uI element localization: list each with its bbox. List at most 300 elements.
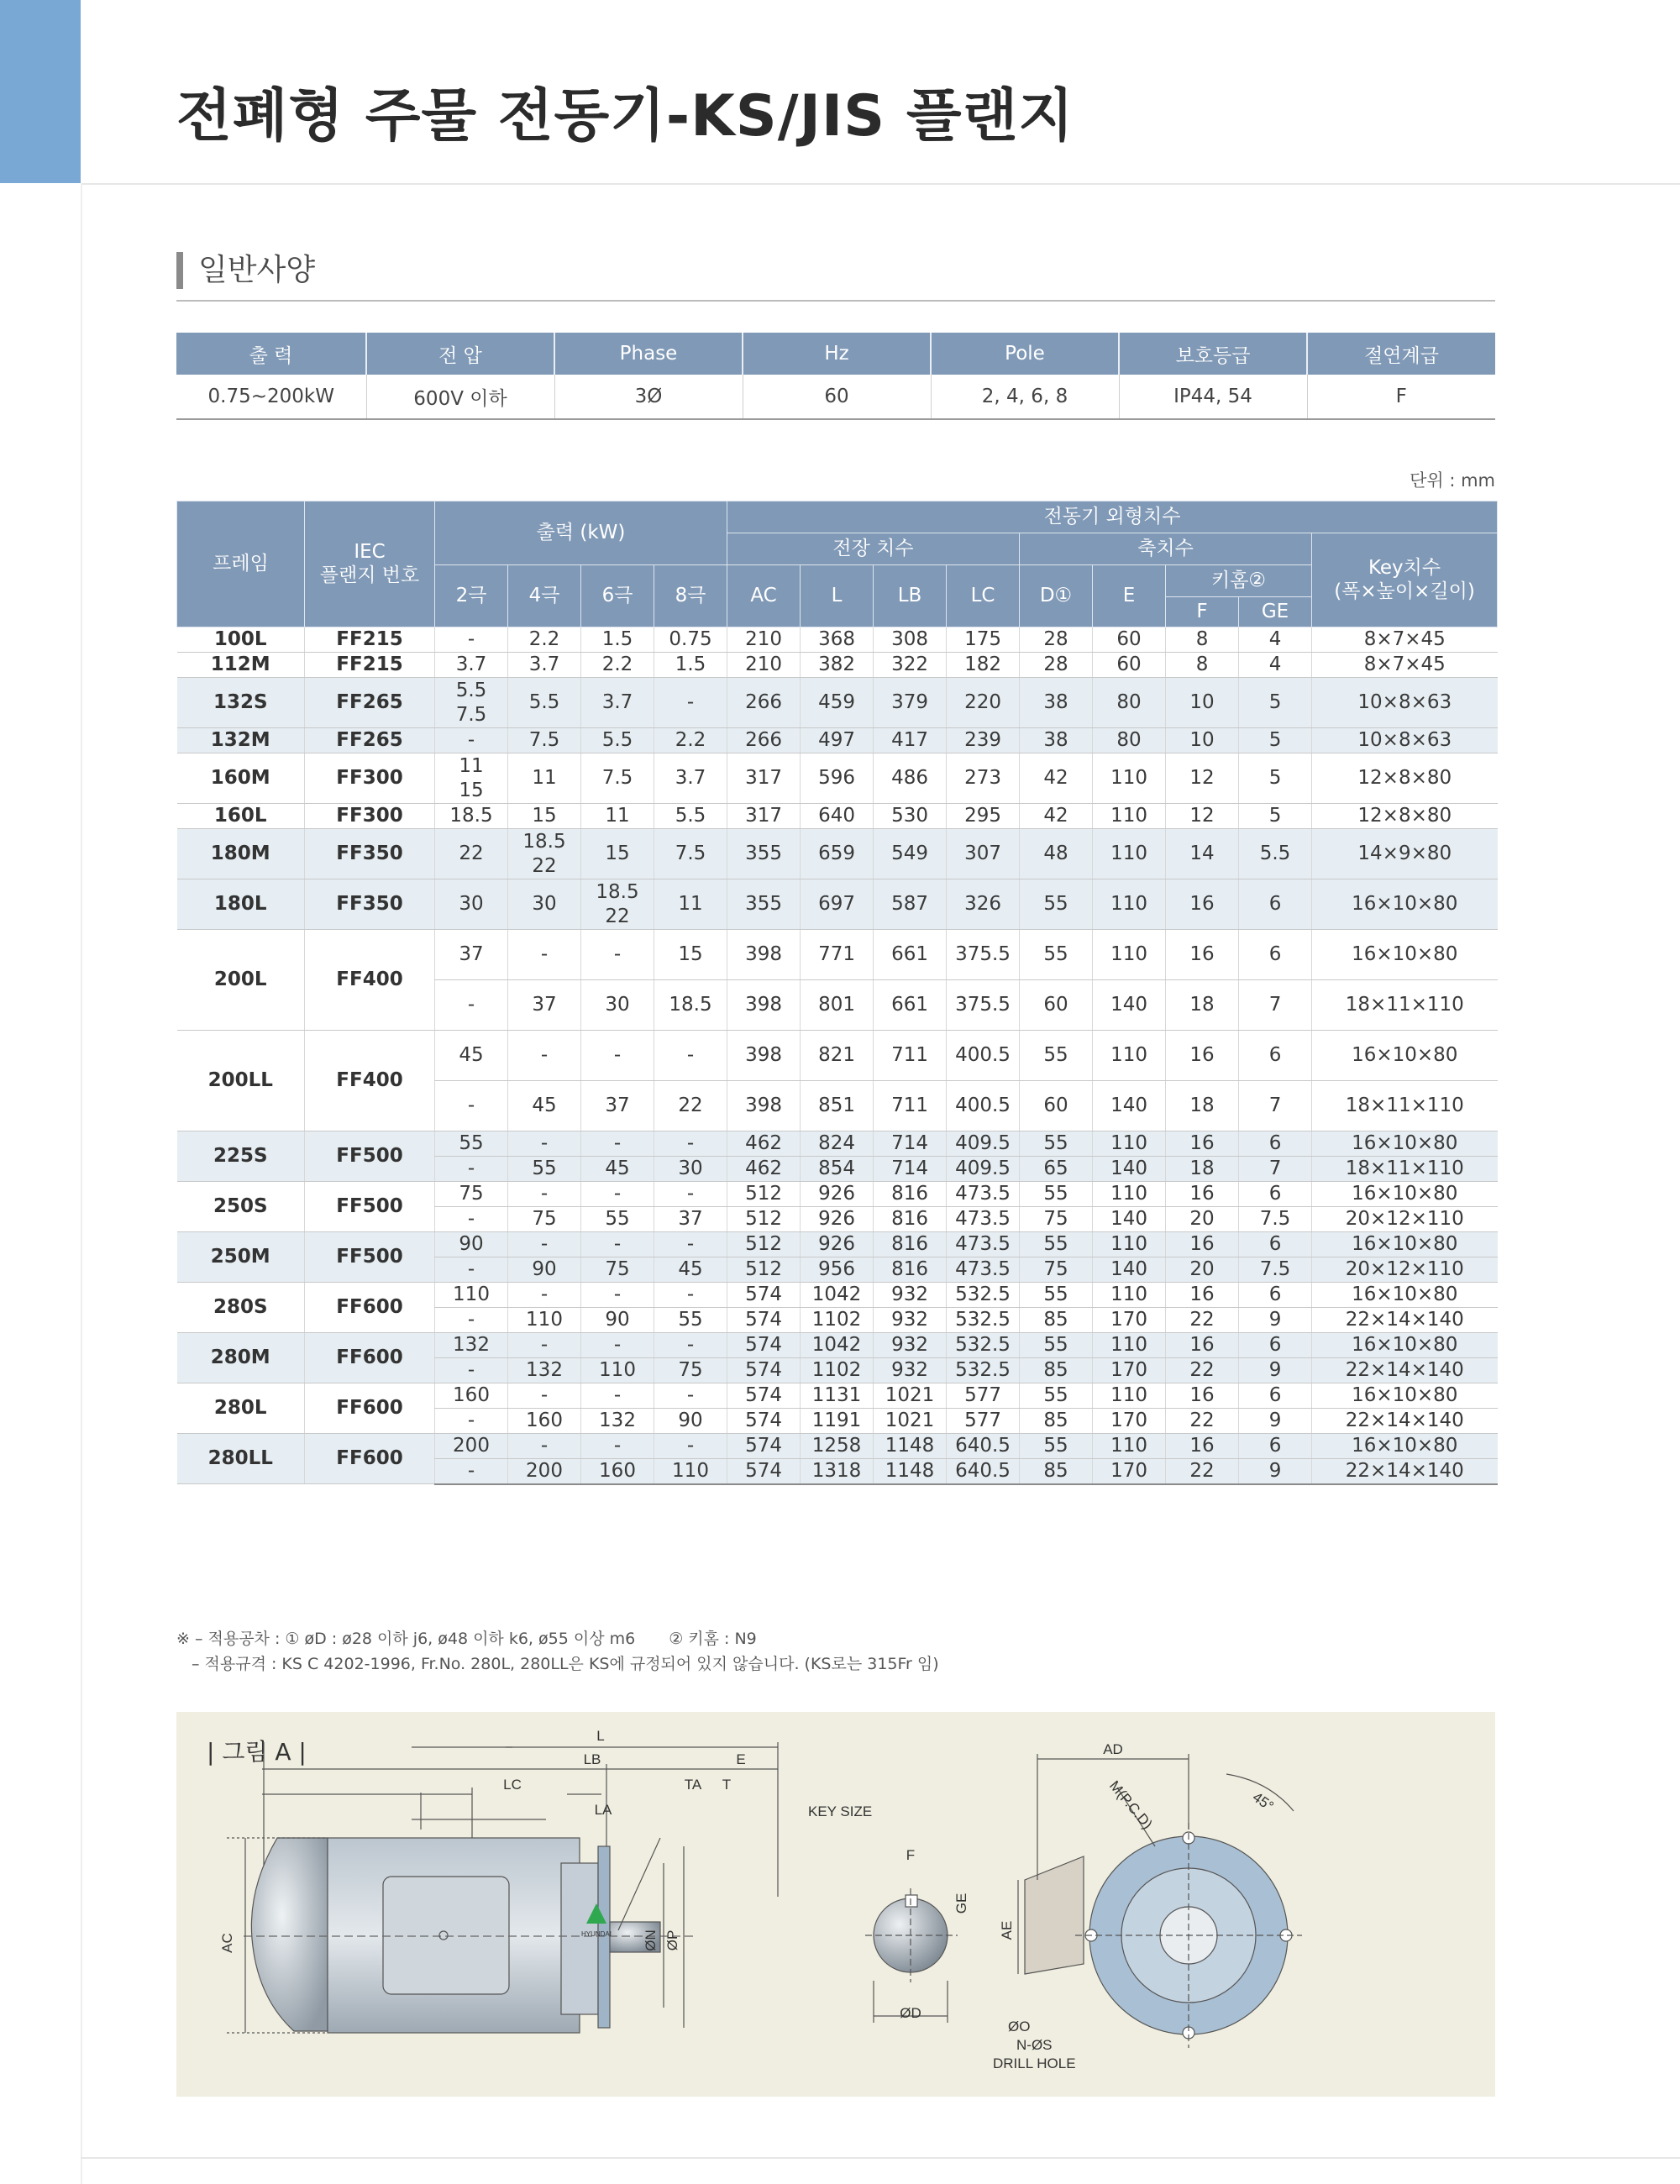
cell-p6: 2.2	[581, 653, 654, 678]
header-overall: 전장 치수	[727, 533, 1020, 565]
cell-f: 16	[1166, 1434, 1239, 1459]
cell-key: 20×12×110	[1312, 1257, 1498, 1283]
frame-cell: 160L	[177, 804, 305, 829]
dim-ad: AD	[1103, 1741, 1123, 1757]
cell-f: 18	[1166, 1081, 1239, 1131]
cell-ge: 6	[1239, 1131, 1312, 1157]
note-standard: – 적용규격 : KS C 4202-1996, Fr.No. 280L, 280LL은 KS에 규정되어 있지 않습니다. (KS로는 315Fr 임)	[192, 1655, 939, 1673]
cell-l: 824	[801, 1131, 874, 1157]
cell-p2: 45	[435, 1031, 508, 1081]
cell-f: 22	[1166, 1409, 1239, 1434]
cell-lb: 714	[874, 1157, 947, 1182]
cell-ac: 398	[727, 1081, 801, 1131]
cell-key: 22×14×140	[1312, 1459, 1498, 1484]
cell-lc: 473.5	[947, 1182, 1020, 1207]
cell-key: 18×11×110	[1312, 1157, 1498, 1182]
cell-ac: 266	[727, 678, 801, 728]
frame-cell: 200L	[177, 930, 305, 1031]
cell-l: 1102	[801, 1358, 874, 1383]
table-row	[177, 1333, 1498, 1358]
cell-lc: 640.5	[947, 1459, 1020, 1484]
header-l: L	[801, 565, 874, 627]
table-row	[177, 1131, 1498, 1157]
cell-e: 110	[1093, 1232, 1166, 1257]
header-iec-line1: IEC	[354, 540, 386, 563]
shaft-section-view	[865, 1888, 958, 2023]
dim-key-size: KEY SIZE	[808, 1803, 873, 1819]
cell-e: 110	[1093, 1434, 1166, 1459]
header-iec	[305, 501, 435, 627]
dim-oo: ØO	[1008, 2019, 1031, 2034]
cell-d: 38	[1020, 678, 1093, 728]
cell-key: 18×11×110	[1312, 980, 1498, 1031]
cell-p8: 37	[654, 1207, 727, 1232]
cell-ge: 6	[1239, 1182, 1312, 1207]
cell-e: 110	[1093, 829, 1166, 879]
cell-e: 140	[1093, 1207, 1166, 1232]
cell-d: 60	[1020, 980, 1093, 1031]
cell-ac: 574	[727, 1333, 801, 1358]
cell-lc: 400.5	[947, 1081, 1020, 1131]
cell-l: 801	[801, 980, 874, 1031]
header-lc: LC	[947, 565, 1020, 627]
dim-e: E	[736, 1751, 746, 1767]
cell-lb: 816	[874, 1182, 947, 1207]
header-key	[1312, 533, 1498, 627]
cell-ge: 6	[1239, 1283, 1312, 1308]
cell-ge: 7.5	[1239, 1257, 1312, 1283]
cell-ac: 210	[727, 627, 801, 653]
cell-lc: 175	[947, 627, 1020, 653]
iec-cell: FF215	[305, 653, 435, 678]
table-row	[177, 728, 1498, 753]
cell-l: 851	[801, 1081, 874, 1131]
cell-l: 382	[801, 653, 874, 678]
cell-p2: -	[435, 1308, 508, 1333]
cell-lc: 375.5	[947, 930, 1020, 980]
cell-ge: 9	[1239, 1308, 1312, 1333]
iec-cell: FF265	[305, 678, 435, 728]
frame-cell: 112M	[177, 653, 305, 678]
cell-key: 16×10×80	[1312, 1383, 1498, 1409]
cell-lb: 1021	[874, 1383, 947, 1409]
cell-ge: 4	[1239, 653, 1312, 678]
cell-ge: 4	[1239, 627, 1312, 653]
cell-ge: 9	[1239, 1358, 1312, 1383]
frame-cell: 280L	[177, 1383, 305, 1434]
iec-cell: FF350	[305, 879, 435, 930]
cell-f: 20	[1166, 1257, 1239, 1283]
frame-cell: 160M	[177, 753, 305, 804]
cell-d: 75	[1020, 1207, 1093, 1232]
cell-p6: 55	[581, 1207, 654, 1232]
cell-lc: 577	[947, 1409, 1020, 1434]
cell-lc: 400.5	[947, 1031, 1020, 1081]
note-tolerance: ※ – 적용공차 : ① øD : ø28 이하 j6, ø48 이하 k6, ø55 이상 m6	[176, 1630, 636, 1648]
cell-d: 55	[1020, 1182, 1093, 1207]
cell-d: 85	[1020, 1358, 1093, 1383]
cell-key: 16×10×80	[1312, 1333, 1498, 1358]
cell-lc: 640.5	[947, 1434, 1020, 1459]
cell-p4: 55	[508, 1157, 581, 1182]
cell-p4: 110	[508, 1308, 581, 1333]
cell-l: 1042	[801, 1333, 874, 1358]
cell-p2: 200	[435, 1434, 508, 1459]
spec-value: F	[1307, 375, 1495, 419]
cell-p8: -	[654, 678, 727, 728]
cell-p4: -	[508, 1131, 581, 1157]
spec-header: Pole	[931, 333, 1119, 375]
dimension-table-body	[177, 627, 1498, 1484]
cell-d: 75	[1020, 1257, 1093, 1283]
cell-ge: 5	[1239, 678, 1312, 728]
cell-p8: 5.5	[654, 804, 727, 829]
cell-ac: 266	[727, 728, 801, 753]
cell-p4: 160	[508, 1409, 581, 1434]
cell-f: 16	[1166, 1232, 1239, 1257]
cell-p8: -	[654, 1434, 727, 1459]
cell-p2: 37	[435, 930, 508, 980]
cell-f: 16	[1166, 1383, 1239, 1409]
cell-d: 55	[1020, 1383, 1093, 1409]
header-ac: AC	[727, 565, 801, 627]
cell-p8: 22	[654, 1081, 727, 1131]
cell-ac: 512	[727, 1207, 801, 1232]
cell-p8: -	[654, 1031, 727, 1081]
cell-p6: 1.5	[581, 627, 654, 653]
cell-ac: 398	[727, 1031, 801, 1081]
cell-l: 659	[801, 829, 874, 879]
cell-ac: 398	[727, 930, 801, 980]
cell-key: 10×8×63	[1312, 728, 1498, 753]
cell-key: 16×10×80	[1312, 1434, 1498, 1459]
cell-ge: 6	[1239, 1383, 1312, 1409]
cell-lc: 577	[947, 1383, 1020, 1409]
dim-m-pcd: M(P.C.D)	[1105, 1777, 1156, 1833]
cell-p6: 18.5 22	[581, 879, 654, 930]
cell-ge: 6	[1239, 930, 1312, 980]
cell-e: 80	[1093, 728, 1166, 753]
cell-ge: 7	[1239, 1081, 1312, 1131]
dim-lc: LC	[503, 1777, 522, 1793]
header-f: F	[1166, 597, 1239, 627]
spec-header: Phase	[554, 333, 743, 375]
dim-lb: LB	[583, 1751, 601, 1767]
cell-p2: 160	[435, 1383, 508, 1409]
cell-ac: 512	[727, 1182, 801, 1207]
spec-value: 3Ø	[554, 375, 743, 419]
page-footer-line	[81, 2157, 1680, 2159]
cell-lc: 409.5	[947, 1131, 1020, 1157]
cell-lb: 932	[874, 1283, 947, 1308]
cell-l: 821	[801, 1031, 874, 1081]
header-key-line1: Key치수	[1368, 556, 1441, 579]
cell-key: 8×7×45	[1312, 653, 1498, 678]
cell-p4: -	[508, 1283, 581, 1308]
note-keyway: ② 키홈 : N9	[669, 1630, 757, 1648]
cell-l: 956	[801, 1257, 874, 1283]
cell-ge: 6	[1239, 1232, 1312, 1257]
cell-p6: -	[581, 1434, 654, 1459]
dim-ac: AC	[219, 1933, 235, 1953]
cell-lc: 220	[947, 678, 1020, 728]
cell-e: 110	[1093, 879, 1166, 930]
cell-d: 55	[1020, 1131, 1093, 1157]
iec-cell: FF500	[305, 1182, 435, 1232]
cell-p6: -	[581, 1333, 654, 1358]
cell-lb: 932	[874, 1308, 947, 1333]
cell-ac: 574	[727, 1358, 801, 1383]
cell-p8: -	[654, 1283, 727, 1308]
cell-p4: -	[508, 1182, 581, 1207]
cell-p2: -	[435, 1459, 508, 1484]
cell-lb: 714	[874, 1131, 947, 1157]
cell-p4: 2.2	[508, 627, 581, 653]
cell-p6: 15	[581, 829, 654, 879]
cell-p6: 132	[581, 1409, 654, 1434]
cell-p6: 45	[581, 1157, 654, 1182]
cell-p4: 11	[508, 753, 581, 804]
cell-l: 640	[801, 804, 874, 829]
cell-lb: 549	[874, 829, 947, 879]
table-row	[177, 753, 1498, 804]
header-pole8: 8극	[654, 565, 727, 627]
cell-p6: -	[581, 1232, 654, 1257]
iec-cell: FF600	[305, 1434, 435, 1484]
cell-key: 20×12×110	[1312, 1207, 1498, 1232]
cell-p2: -	[435, 1081, 508, 1131]
cell-e: 110	[1093, 1131, 1166, 1157]
cell-l: 771	[801, 930, 874, 980]
cell-p4: 3.7	[508, 653, 581, 678]
cell-lb: 711	[874, 1031, 947, 1081]
cell-lb: 530	[874, 804, 947, 829]
iec-cell: FF400	[305, 1031, 435, 1131]
cell-p8: -	[654, 1383, 727, 1409]
cell-p2: -	[435, 1257, 508, 1283]
brand-text: HYUNDAI	[580, 1930, 612, 1938]
cell-e: 140	[1093, 980, 1166, 1031]
cell-d: 28	[1020, 627, 1093, 653]
cell-d: 55	[1020, 1434, 1093, 1459]
cell-p4: 37	[508, 980, 581, 1031]
cell-ge: 7.5	[1239, 1207, 1312, 1232]
cell-f: 18	[1166, 1157, 1239, 1182]
page-accent-block	[0, 0, 81, 183]
frame-cell: 180M	[177, 829, 305, 879]
cell-ge: 5.5	[1239, 829, 1312, 879]
cell-p6: -	[581, 1283, 654, 1308]
iec-cell: FF500	[305, 1131, 435, 1182]
cell-d: 48	[1020, 829, 1093, 879]
cell-e: 140	[1093, 1257, 1166, 1283]
dim-la: LA	[594, 1802, 612, 1818]
cell-lb: 1148	[874, 1459, 947, 1484]
cell-lc: 409.5	[947, 1157, 1020, 1182]
frame-cell: 250M	[177, 1232, 305, 1283]
cell-p6: 75	[581, 1257, 654, 1283]
cell-lb: 932	[874, 1333, 947, 1358]
frame-cell: 180L	[177, 879, 305, 930]
cell-f: 14	[1166, 829, 1239, 879]
cell-p4: -	[508, 1333, 581, 1358]
cell-p8: 90	[654, 1409, 727, 1434]
figure-label: | 그림 A |	[207, 1738, 307, 1766]
header-frame: 프레임	[177, 501, 305, 627]
header-e: E	[1093, 565, 1166, 627]
cell-ge: 5	[1239, 804, 1312, 829]
cell-p2: -	[435, 1157, 508, 1182]
header-key-line2: (폭×높이×길이)	[1334, 580, 1475, 602]
cell-p8: 45	[654, 1257, 727, 1283]
cell-p6: 11	[581, 804, 654, 829]
cell-e: 170	[1093, 1308, 1166, 1333]
table-row	[177, 1182, 1498, 1207]
table-row	[177, 1383, 1498, 1409]
cell-f: 16	[1166, 930, 1239, 980]
cell-p8: 1.5	[654, 653, 727, 678]
page-title: 전폐형 주물 전동기-KS/JIS 플랜지	[176, 83, 1074, 150]
cell-p6: -	[581, 1031, 654, 1081]
cell-d: 65	[1020, 1157, 1093, 1182]
cell-p2: -	[435, 627, 508, 653]
iec-cell: FF215	[305, 627, 435, 653]
table-row	[177, 678, 1498, 728]
cell-key: 16×10×80	[1312, 930, 1498, 980]
cell-lc: 273	[947, 753, 1020, 804]
cell-ac: 462	[727, 1157, 801, 1182]
cell-ac: 574	[727, 1409, 801, 1434]
cell-key: 16×10×80	[1312, 879, 1498, 930]
cell-d: 55	[1020, 1283, 1093, 1308]
cell-l: 1042	[801, 1283, 874, 1308]
cell-key: 18×11×110	[1312, 1081, 1498, 1131]
cell-p2: 132	[435, 1333, 508, 1358]
table-row	[177, 1232, 1498, 1257]
cell-lc: 473.5	[947, 1257, 1020, 1283]
cell-p8: 75	[654, 1358, 727, 1383]
cell-p8: -	[654, 1232, 727, 1257]
cell-p4: -	[508, 1434, 581, 1459]
cell-ac: 574	[727, 1383, 801, 1409]
cell-lc: 375.5	[947, 980, 1020, 1031]
cell-p4: -	[508, 1031, 581, 1081]
cell-ge: 9	[1239, 1459, 1312, 1484]
header-shaft: 축치수	[1020, 533, 1312, 565]
cell-e: 170	[1093, 1459, 1166, 1484]
cell-p4: 30	[508, 879, 581, 930]
cell-lb: 816	[874, 1207, 947, 1232]
cell-lb: 1021	[874, 1409, 947, 1434]
cell-ge: 5	[1239, 728, 1312, 753]
cell-p2: 75	[435, 1182, 508, 1207]
cell-p4: 7.5	[508, 728, 581, 753]
cell-ac: 574	[727, 1459, 801, 1484]
spec-header: 출 력	[176, 333, 366, 375]
cell-lc: 326	[947, 879, 1020, 930]
cell-e: 110	[1093, 804, 1166, 829]
dim-op: ØP	[664, 1929, 680, 1951]
table-row	[177, 879, 1498, 930]
cell-p8: 18.5	[654, 980, 727, 1031]
spec-value: 600V 이하	[366, 375, 554, 419]
table-row	[177, 829, 1498, 879]
dim-ge: GE	[953, 1893, 969, 1914]
cell-p2: 3.7	[435, 653, 508, 678]
cell-e: 60	[1093, 627, 1166, 653]
page-margin-line	[81, 183, 82, 2184]
table-row	[177, 1434, 1498, 1459]
cell-lc: 532.5	[947, 1308, 1020, 1333]
cell-key: 16×10×80	[1312, 1031, 1498, 1081]
cell-p8: 30	[654, 1157, 727, 1182]
dimension-table	[176, 501, 1498, 1485]
cell-lb: 587	[874, 879, 947, 930]
cell-ge: 6	[1239, 1333, 1312, 1358]
cell-f: 16	[1166, 1131, 1239, 1157]
cell-key: 14×9×80	[1312, 829, 1498, 879]
cell-f: 16	[1166, 1182, 1239, 1207]
cell-l: 697	[801, 879, 874, 930]
cell-key: 22×14×140	[1312, 1308, 1498, 1333]
header-output: 출력 (kW)	[435, 501, 727, 565]
frame-cell: 100L	[177, 627, 305, 653]
cell-lb: 816	[874, 1232, 947, 1257]
cell-f: 8	[1166, 627, 1239, 653]
cell-p6: 3.7	[581, 678, 654, 728]
notes	[176, 1626, 939, 1677]
cell-p8: 7.5	[654, 829, 727, 879]
cell-f: 22	[1166, 1459, 1239, 1484]
cell-lb: 322	[874, 653, 947, 678]
cell-p6: 30	[581, 980, 654, 1031]
cell-ac: 355	[727, 879, 801, 930]
spec-header: 절연계급	[1307, 333, 1495, 375]
cell-ac: 512	[727, 1232, 801, 1257]
cell-e: 110	[1093, 930, 1166, 980]
cell-d: 85	[1020, 1409, 1093, 1434]
table-row	[177, 653, 1498, 678]
page-divider	[81, 183, 1680, 185]
cell-lc: 532.5	[947, 1283, 1020, 1308]
cell-e: 110	[1093, 1283, 1166, 1308]
cell-f: 20	[1166, 1207, 1239, 1232]
spec-value: 60	[743, 375, 931, 419]
cell-p8: 3.7	[654, 753, 727, 804]
cell-p4: 15	[508, 804, 581, 829]
cell-ac: 574	[727, 1283, 801, 1308]
cell-key: 22×14×140	[1312, 1358, 1498, 1383]
cell-e: 110	[1093, 1333, 1166, 1358]
cell-f: 16	[1166, 1333, 1239, 1358]
iec-cell: FF265	[305, 728, 435, 753]
cell-key: 8×7×45	[1312, 627, 1498, 653]
cell-key: 16×10×80	[1312, 1182, 1498, 1207]
cell-f: 12	[1166, 753, 1239, 804]
cell-key: 16×10×80	[1312, 1131, 1498, 1157]
cell-ac: 317	[727, 753, 801, 804]
cell-lc: 307	[947, 829, 1020, 879]
cell-lc: 532.5	[947, 1333, 1020, 1358]
dim-od: ØD	[900, 2005, 921, 2021]
cell-p8: 55	[654, 1308, 727, 1333]
cell-l: 926	[801, 1182, 874, 1207]
cell-d: 28	[1020, 653, 1093, 678]
dim-angle: 45°	[1249, 1788, 1277, 1815]
dim-f: F	[906, 1847, 916, 1863]
cell-ge: 7	[1239, 980, 1312, 1031]
cell-p4: 200	[508, 1459, 581, 1484]
